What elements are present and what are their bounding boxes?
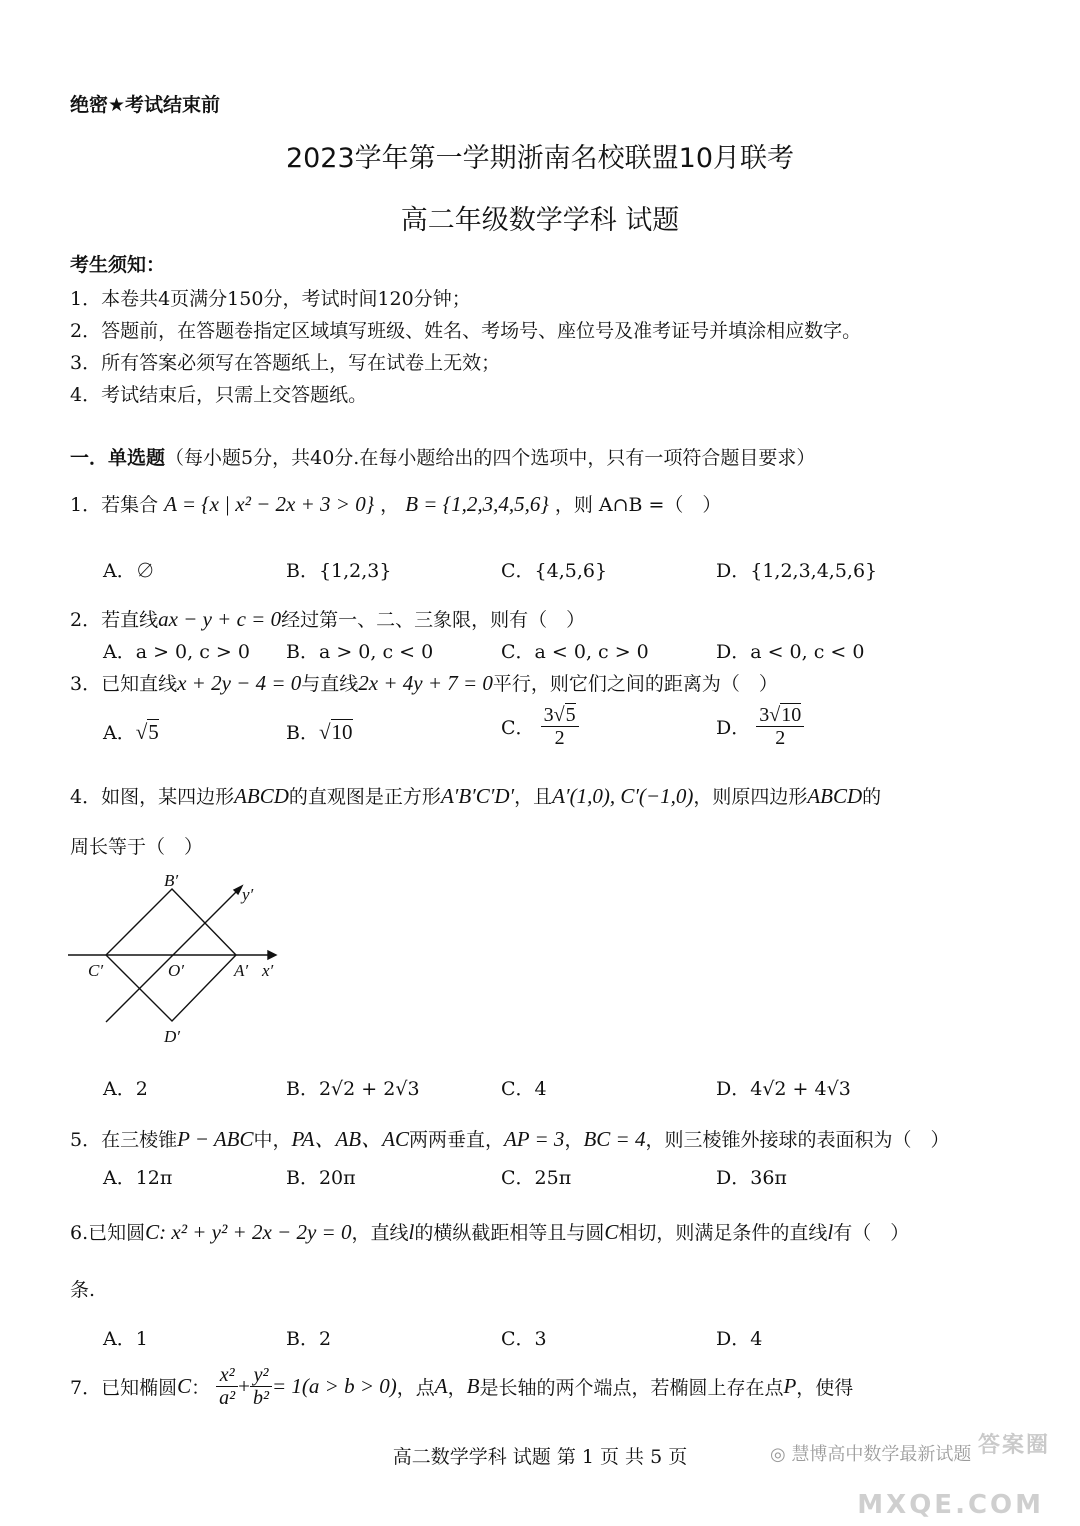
q1-option-c: C．{4,5,6} — [501, 560, 608, 582]
q6-option-a: A．1 — [103, 1328, 148, 1350]
q5-option-b: B．20π — [286, 1167, 356, 1189]
question-5: 5．在三棱锥P − ABC中，PA、AB、AC两两垂直，AP = 3，BC = 4，则三棱锥外接球的表面积为（ ） — [70, 1127, 950, 1151]
q7-fraction-x: $\frac{\text{x²}}{\text{a²}}$ — [216, 1364, 238, 1409]
q3-suffix: 平行，则它们之间的距离为（ ） — [492, 673, 778, 695]
q3-c-fraction: $\frac{3√5}{2}$ — [541, 704, 579, 749]
notice-item: 1．本卷共4页满分150分，考试时间120分钟； — [70, 288, 471, 310]
label-b: B′ — [164, 871, 179, 890]
q1-suffix: ，则 A∩B =（ ） — [554, 494, 722, 516]
q1-mid: ， — [380, 494, 400, 516]
q2-equation: ax − y + c = 0 — [158, 607, 282, 631]
label-a: A′ — [234, 961, 249, 980]
q3-d-label: D． — [716, 717, 751, 739]
q7-fraction-y: $\frac{\text{y²}}{\text{b²}}$ — [250, 1364, 272, 1409]
q3-a-value: 5 — [148, 720, 159, 744]
question-4: 4．如图，某四边形ABCD的直观图是正方形A′B′C′D′，且A′(1,0), C′(−1,0)，则原四边形ABCD的 — [70, 784, 882, 808]
q6-option-d: D．4 — [716, 1328, 763, 1350]
label-o: O′ — [168, 961, 184, 980]
question-1 — [70, 490, 721, 517]
q3-prefix: 3．已知直线 — [70, 673, 178, 695]
notice-item: 2．答题前，在答题卷指定区域填写班级、姓名、考场号、座位号及准考证号并填涂相应数字。 — [70, 320, 862, 342]
question-6: 6.已知圆C: x² + y² + 2x − 2y = 0，直线l的横纵截距相等且与圆C相切，则满足条件的直线l有（ ） — [70, 1220, 910, 1244]
q6-option-b: B．2 — [286, 1328, 332, 1350]
q3-b-label: B． — [286, 722, 319, 744]
q3-b-value: 10 — [331, 720, 353, 744]
q5-option-a: A．12π — [103, 1167, 173, 1189]
q1-set-a: A = {x | x² − 2x + 3 > 0} — [164, 492, 375, 516]
q4-option-a: A．2 — [103, 1078, 148, 1100]
brand-watermark: 答案圈 — [977, 1433, 1050, 1458]
q2-option-c: C．a < 0, c > 0 — [501, 641, 649, 663]
q3-mid: 与直线 — [301, 673, 359, 695]
q4-figure — [68, 866, 298, 1046]
page-footer: 高二数学学科 试题 第 1 页 共 5 页 — [392, 1446, 688, 1468]
q5-option-c: C．25π — [501, 1167, 572, 1189]
section-label: 一．单选题 — [70, 447, 166, 469]
exam-subtitle: 高二年级数学学科 试题 — [400, 205, 680, 236]
q6-option-c: C．3 — [501, 1328, 547, 1350]
question-7: 7．已知椭圆C： $\frac{\text{x²}}{\text{a²}}$ + $\frac{\text{y²}}{\text{b²}}$ = 1(a > b > 0)，点A，B是长轴的两个端点，若椭圆上存在点P，使得 — [70, 1364, 854, 1409]
notice-item: 3．所有答案必须写在答题纸上，写在试卷上无效； — [70, 352, 501, 374]
q3-option-c — [501, 704, 579, 749]
question-4-line-2: 周长等于（ ） — [70, 836, 204, 858]
q5-option-d: D．36π — [716, 1167, 787, 1189]
q2-option-b: B．a > 0, c < 0 — [286, 641, 434, 663]
q4-option-d: D．4√2 + 4√3 — [716, 1078, 851, 1100]
notice-heading: 考生须知： — [70, 254, 166, 276]
section-heading — [70, 443, 815, 470]
site-watermark: MXQE.COM — [857, 1490, 1044, 1520]
wechat-watermark: ◎ 慧博高中数学最新试题 — [770, 1444, 972, 1465]
q1-set-b: B = {1,2,3,4,5,6} — [405, 492, 549, 516]
q3-d-fraction: $\frac{3√10}{2}$ — [756, 704, 804, 749]
secret-label: 绝密★考试结束前 — [70, 94, 221, 116]
label-c: C′ — [88, 961, 104, 980]
q2-option-d: D．a < 0, c < 0 — [716, 641, 865, 663]
q2-prefix: 2．若直线 — [70, 609, 159, 631]
section-desc: （每小题5分，共40分.在每小题给出的四个选项中，只有一项符合题目要求） — [165, 447, 816, 469]
q4-option-b: B．2√2 + 2√3 — [286, 1078, 420, 1100]
question-6-line-2: 条. — [70, 1279, 96, 1301]
q1-option-a: A．∅ — [103, 560, 155, 582]
exam-title: 2023学年第一学期浙南名校联盟10月联考 — [285, 143, 795, 174]
q3-option-a: A．√5 — [103, 720, 159, 744]
label-x: x′ — [262, 961, 274, 980]
q1-option-d: D．{1,2,3,4,5,6} — [716, 560, 878, 582]
x-axis-arrow — [268, 951, 276, 959]
q3-line-2: 2x + 4y + 7 = 0 — [358, 671, 493, 695]
notice-item: 4．考试结束后，只需上交答题纸。 — [70, 384, 368, 406]
q2-suffix: 经过第一、二、三象限，则有（ ） — [281, 609, 586, 631]
q3-line-1: x + 2y − 4 = 0 — [177, 671, 302, 695]
label-y: y′ — [242, 885, 254, 904]
q3-c-label: C． — [501, 717, 535, 739]
q1-prefix: 1．若集合 — [70, 494, 159, 516]
question-2 — [70, 605, 585, 632]
y-axis — [106, 890, 238, 1022]
q3-a-label: A． — [103, 722, 136, 744]
wechat-icon: ◎ — [770, 1444, 792, 1465]
question-3 — [70, 669, 778, 696]
q4-option-c: C．4 — [501, 1078, 547, 1100]
q2-option-a: A．a > 0, c > 0 — [103, 641, 250, 663]
q1-option-b: B．{1,2,3} — [286, 560, 392, 582]
q3-option-b: B．√10 — [286, 720, 353, 744]
label-d: D′ — [164, 1027, 180, 1046]
q3-option-d — [716, 704, 804, 749]
